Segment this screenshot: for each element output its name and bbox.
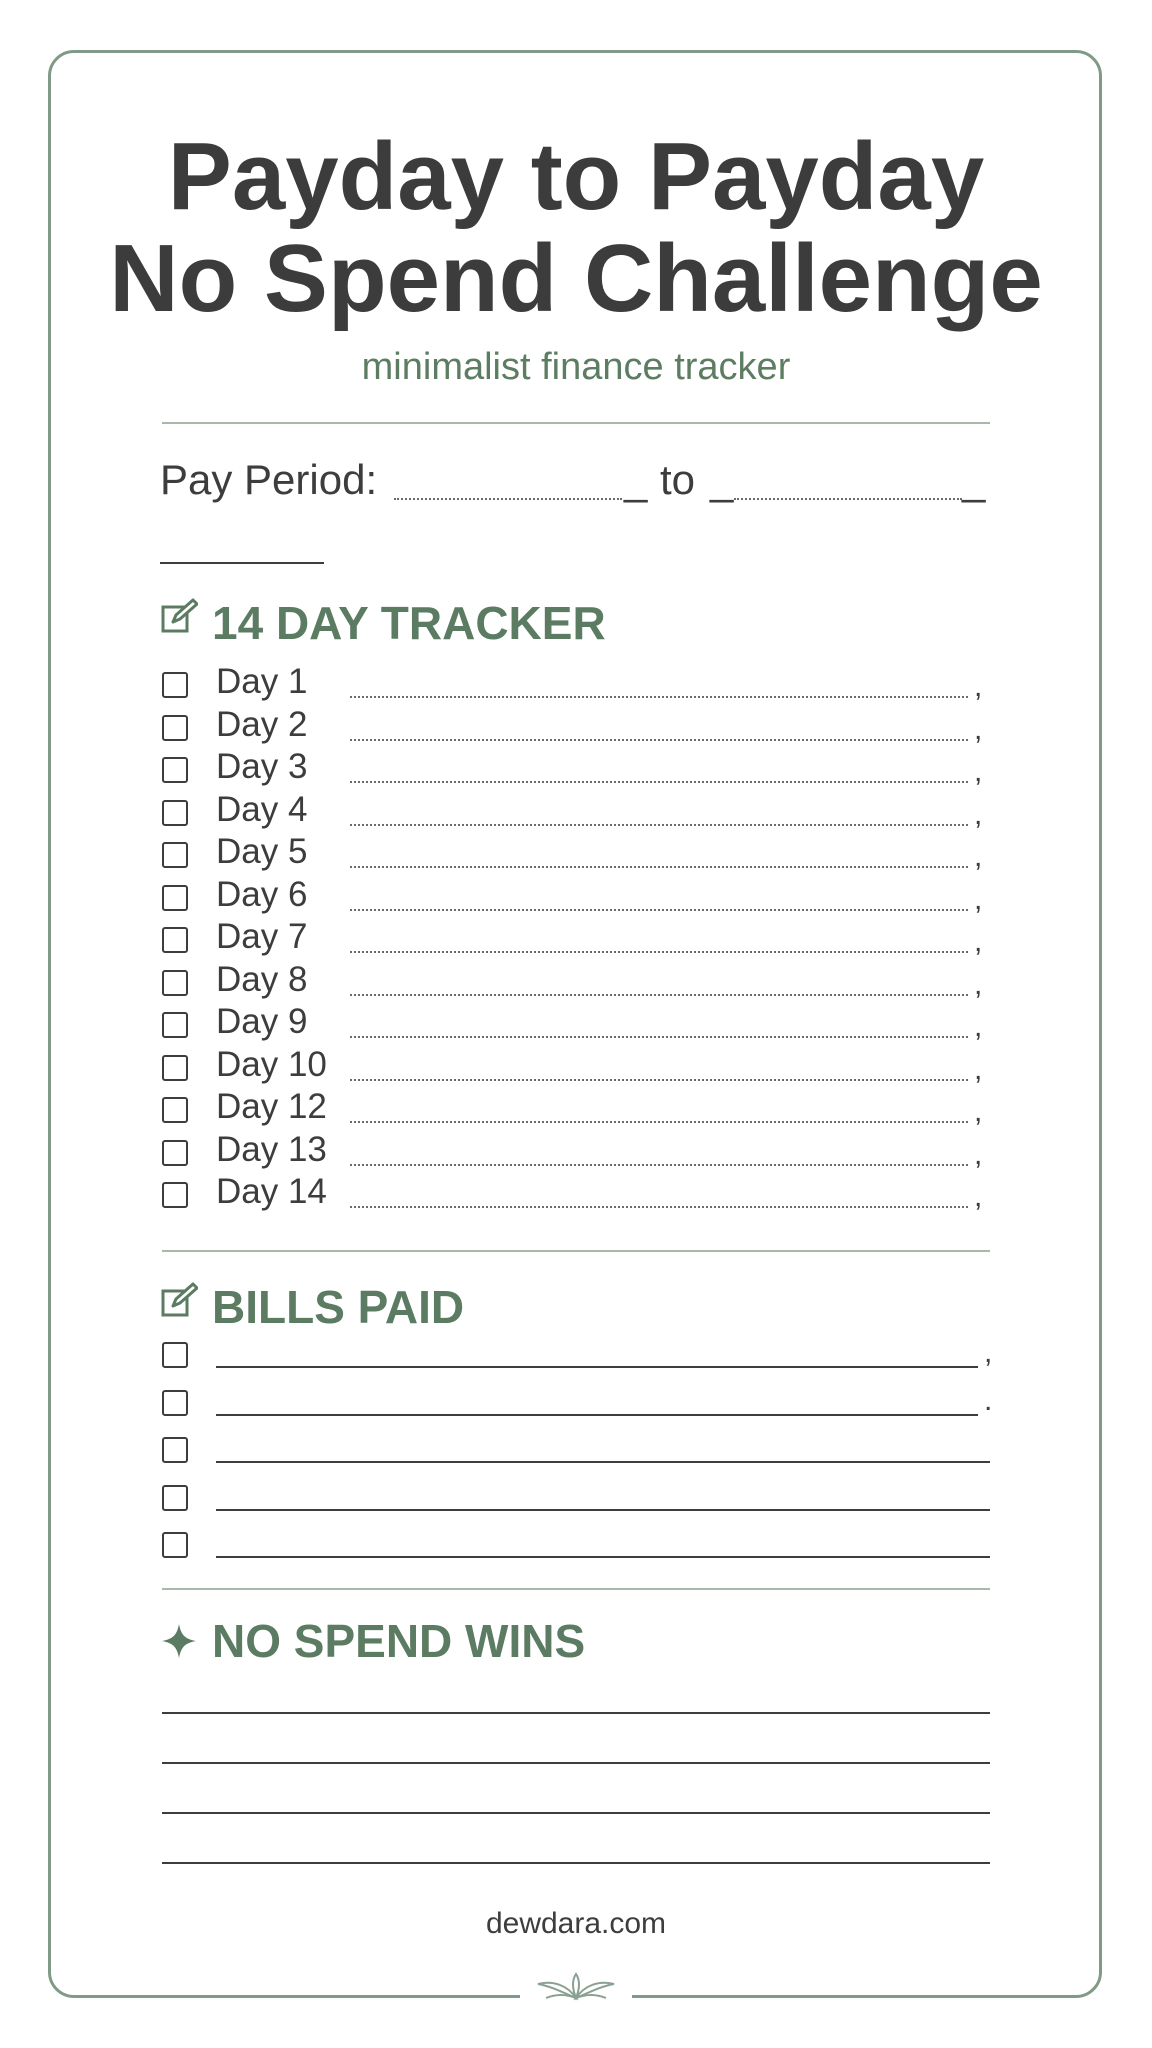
page-subtitle: minimalist finance tracker xyxy=(361,346,791,388)
wins-line[interactable] xyxy=(162,1862,990,1864)
bill-checkbox[interactable] xyxy=(162,1342,188,1368)
day-entry-line[interactable] xyxy=(350,781,968,783)
sparkle-icon xyxy=(160,1622,198,1660)
bill-checkbox[interactable] xyxy=(162,1390,188,1416)
pay-period-underscore: _ xyxy=(710,456,734,503)
day-label: Day 2 xyxy=(216,704,308,744)
day-entry-line[interactable] xyxy=(350,1079,968,1081)
tracker-section-title: 14 DAY TRACKER xyxy=(212,597,606,649)
row-end-mark: , xyxy=(974,1095,983,1128)
row-end-mark: , xyxy=(974,967,983,1001)
divider xyxy=(162,1588,990,1590)
page-title-line1: Payday to Payday xyxy=(167,123,985,230)
day-entry-line[interactable] xyxy=(350,1036,968,1038)
day-checkbox[interactable] xyxy=(162,757,188,783)
day-checkbox[interactable] xyxy=(162,842,188,868)
day-entry-line[interactable] xyxy=(350,739,968,741)
leaf-ornament-icon xyxy=(532,1972,620,2004)
day-checkbox[interactable] xyxy=(162,1097,188,1123)
row-end-mark: , xyxy=(974,840,983,873)
pay-period-label: Pay Period: xyxy=(160,456,378,503)
pay-period-underscore: _ xyxy=(962,456,986,503)
page-title-line2: No Spend Challenge xyxy=(109,225,1043,332)
day-entry-line[interactable] xyxy=(350,866,968,868)
day-entry-line[interactable] xyxy=(350,1206,968,1208)
day-checkbox[interactable] xyxy=(162,715,188,741)
row-end-mark: , xyxy=(974,670,983,703)
day-label: Day 8 xyxy=(216,959,308,999)
bill-checkbox[interactable] xyxy=(162,1532,188,1558)
pay-period-underscore: _ xyxy=(624,456,648,503)
bills-section-title: BILLS PAID xyxy=(212,1281,465,1333)
row-end-mark: , xyxy=(974,882,983,916)
day-checkbox[interactable] xyxy=(162,1055,188,1081)
day-label: Day 5 xyxy=(216,832,308,871)
bill-entry-line[interactable] xyxy=(216,1509,990,1511)
day-entry-line[interactable] xyxy=(350,951,968,953)
day-label: Day 9 xyxy=(216,1002,308,1041)
row-end-mark: . xyxy=(984,1383,993,1417)
day-label: Day 12 xyxy=(216,1087,327,1126)
pay-period-start-field[interactable] xyxy=(394,498,622,500)
day-checkbox[interactable] xyxy=(162,1012,188,1038)
footer-site: dewdara.com xyxy=(485,1907,667,1940)
divider xyxy=(162,1250,990,1252)
row-end-mark: , xyxy=(974,1010,983,1043)
bill-entry-line[interactable] xyxy=(216,1461,990,1463)
row-end-mark: , xyxy=(984,1336,993,1369)
day-entry-line[interactable] xyxy=(350,1121,968,1123)
day-entry-line[interactable] xyxy=(350,994,968,996)
wins-line[interactable] xyxy=(162,1762,990,1764)
day-entry-line[interactable] xyxy=(350,1164,968,1166)
pay-period-extra-line[interactable] xyxy=(160,562,324,564)
bill-checkbox[interactable] xyxy=(162,1485,188,1511)
day-checkbox[interactable] xyxy=(162,1140,188,1166)
day-label: Day 3 xyxy=(216,747,308,786)
row-end-mark: , xyxy=(974,797,983,831)
bill-entry-line[interactable] xyxy=(216,1366,978,1368)
row-end-mark: , xyxy=(974,1180,983,1213)
day-entry-line[interactable] xyxy=(350,696,968,698)
row-end-mark: , xyxy=(974,712,983,746)
day-checkbox[interactable] xyxy=(162,1182,188,1208)
day-checkbox[interactable] xyxy=(162,800,188,826)
pay-period-end-field[interactable] xyxy=(734,498,962,500)
page-card xyxy=(48,50,1102,1998)
day-label: Day 6 xyxy=(216,874,308,914)
day-label: Day 7 xyxy=(216,917,308,956)
day-label: Day 13 xyxy=(216,1129,327,1169)
day-label: Day 4 xyxy=(216,789,308,829)
pay-period-to-label: to xyxy=(660,456,696,503)
wins-section-title: NO SPEND WINS xyxy=(212,1615,586,1667)
day-label: Day 10 xyxy=(216,1044,327,1084)
edit-checkbox-icon xyxy=(160,598,198,636)
day-label: Day 14 xyxy=(216,1172,327,1211)
bill-checkbox[interactable] xyxy=(162,1437,188,1463)
bill-entry-line[interactable] xyxy=(216,1414,978,1416)
wins-line[interactable] xyxy=(162,1712,990,1714)
edit-checkbox-icon xyxy=(160,1282,198,1320)
day-checkbox[interactable] xyxy=(162,970,188,996)
bill-entry-line[interactable] xyxy=(216,1556,990,1558)
day-label: Day 1 xyxy=(216,662,308,701)
day-entry-line[interactable] xyxy=(350,824,968,826)
row-end-mark: , xyxy=(974,755,983,788)
day-checkbox[interactable] xyxy=(162,927,188,953)
day-checkbox[interactable] xyxy=(162,885,188,911)
wins-line[interactable] xyxy=(162,1812,990,1814)
divider xyxy=(162,422,990,424)
row-end-mark: , xyxy=(974,1137,983,1171)
day-checkbox[interactable] xyxy=(162,672,188,698)
day-entry-line[interactable] xyxy=(350,909,968,911)
row-end-mark: , xyxy=(974,1052,983,1086)
row-end-mark: , xyxy=(974,925,983,958)
